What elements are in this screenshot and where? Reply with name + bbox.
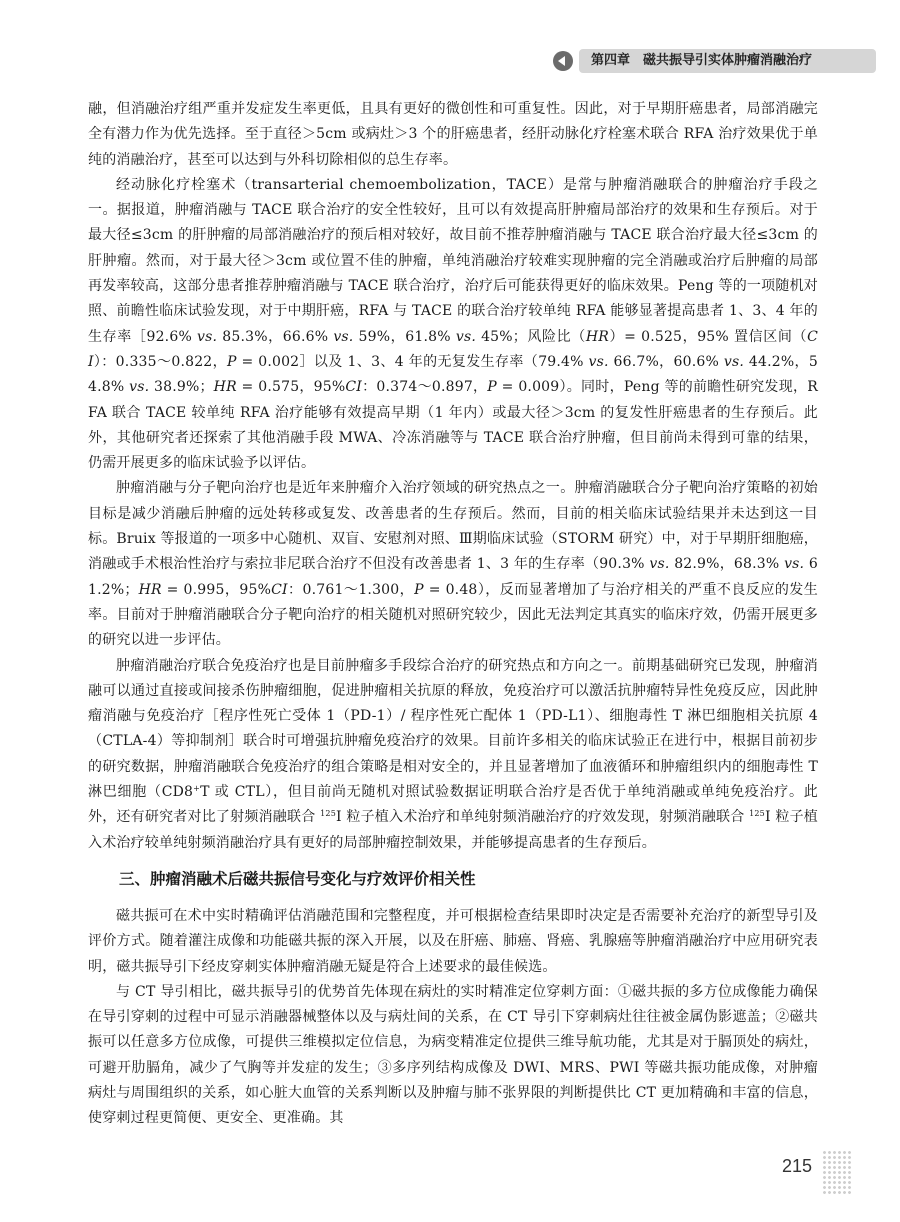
chapter-title: 第四章 磁共振导引实体肿瘤消融治疗 <box>579 49 876 73</box>
page-content <box>88 97 818 1132</box>
running-header <box>553 49 883 73</box>
paragraph: 磁共振可在术中实时精确评估消融范围和完整程度，并可根据检查结果即时决定是否需要补充治疗的新型导引及评价方式。随着灌注成像和功能磁共振的深入开展，以及在肝癌、肺癌、肾癌、乳腺癌等肿瘤消融治疗中应用研究表明，磁共振导引下经皮穿刺实体肿瘤消融无疑是符合上述要求的最佳候选。 <box>88 907 818 975</box>
paragraph: 肿瘤消融治疗联合免疫治疗也是目前肿瘤多手段综合治疗的研究热点和方向之一。前期基础研究已发现，肿瘤消融可以通过直接或间接杀伤肿瘤细胞，促进肿瘤相关抗原的释放，免疫治疗可以激活抗肿瘤特异性免疫反应，因此肿瘤消融与免疫治疗［程序性死亡受体 1（PD-1）/ 程序性死亡配体 1（PD-L1）、细胞毒性 T 淋巴细胞相关抗原 4（CTLA-4）等抑制剂］联合时可增强抗肿瘤免疫治疗的效果。目前许多相关的临床试验正在进行中，根据目前初步的研究数据，肿瘤消融联合免疫治疗的组合策略是相对安全的，并且显著增加了血液循环和肿瘤组织内的细胞毒性 T 淋巴细胞（CD8+T 或 CTL），但目前尚无随机对照试验数据证明联合治疗是否优于单纯消融或单纯免疫治疗。此外，还有研究者对比了射频消融联合 $^{125}$I 粒子植入术治疗和单纯射频消融治疗的疗效发现，射频消融联合 $^{125}$I 粒子植入术治疗较单纯射频消融治疗具有更好的局部肿瘤控制效果，并能够提高患者的生存预后。 <box>88 657 818 851</box>
page-number: 215 <box>782 1156 813 1176</box>
paragraph: 肿瘤消融与分子靶向治疗也是近年来肿瘤介入治疗领域的研究热点之一。肿瘤消融联合分子靶向治疗策略的初始目标是减少消融后肿瘤的远处转移或复发、改善患者的生存预后。然而，目前的相关临床试验结果并未达到这一目标。Bruix 等报道的一项多中心随机、双盲、安慰剂对照、Ⅲ期临床试验（STORM 研究）中，对于早期肝细胞癌，消融或手术根治性治疗与索拉非尼联合治疗不但没有改善患者 1、3 年的生存率（90.3% vs. 82.9%，68.3% vs. 61.2%；HR = 0.995，95%CI：0.761～1.300，P = 0.48），反而显著增加了与治疗相关的严重不良反应的发生率。目前对于肿瘤消融联合分子靶向治疗的相关随机对照研究较少，因此无法判定其真实的临床疗效，仍需开展更多的研究以进一步评估。 <box>88 480 819 649</box>
paragraph: 经动脉化疗栓塞术（transarterial chemoembolization，TACE）是常与肿瘤消融联合的肿瘤治疗手段之一。据报道，肿瘤消融与 TACE 联合治疗的安全性较好，且可以有效提高肝肿瘤局部治疗的效果和生存预后。对于最大径≤3cm 的肝肿瘤的局部消融治疗的预后相对较好，故目前不推荐肿瘤消融与 TACE 联合治疗最大径≤3cm 的肝肿瘤。然而，对于最大径＞3cm 或位置不佳的肿瘤，单纯消融治疗较难实现肿瘤的完全消融或治疗后肿瘤的局部再发率较高，这部分患者推荐肿瘤消融与 TACE 联合治疗，治疗后可能获得更好的临床效果。Peng 等的一项随机对照、前瞻性临床试验发现，对于中期肝癌，RFA 与 TACE 的联合治疗较单纯 RFA 能够显著提高患者 1、3、4 年的生存率［92.6% vs. 85.3%，66.6% vs. 59%，61.8% vs. 45%；风险比（HR）= 0.525，95% 置信区间（CI）：0.335～0.822，P = 0.002］以及 1、3、4 年的无复发生存率（79.4% vs. 66.7%，60.6% vs. 44.2%，54.8% vs. 38.9%；HR = 0.575，95%CI：0.374～0.897，P = 0.009）。同时，Peng 等的前瞻性研究发现，RFA 联合 TACE 较单纯 RFA 治疗能够有效提高早期（1 年内）或最大径＞3cm 的复发性肝癌患者的生存预后。此外，其他研究者还探索了其他消融手段 MWA、冷冻消融等与 TACE 联合治疗肿瘤，但目前尚未得到可靠的结果，仍需开展更多的临床试验予以评估。 <box>88 176 818 472</box>
back-arrow-icon <box>553 51 573 71</box>
decorative-dot-grid <box>822 1150 852 1196</box>
section-heading: 三、肿瘤消融术后磁共振信号变化与疗效评价相关性 <box>119 869 476 888</box>
paragraph: 与 CT 导引相比，磁共振导引的优势首先体现在病灶的实时精准定位穿刺方面：①磁共振的多方位成像能力确保在导引穿刺的过程中可显示消融器械整体以及与病灶间的关系，在 CT 导引下穿刺病灶往往被金属伪影遮盖；②磁共振可以任意多方位成像，可提供三维模拟定位信息，为病变精准定位提供三维导航功能，尤其是对于膈顶处的病灶，可避开肋膈角，减少了气胸等并发症的发生；③多序列结构成像及 DWI、MRS、PWI 等磁共振功能成像，对肿瘤病灶与周围组织的关系，如心脏大血管的关系判断以及肿瘤与肺不张界限的判断提供比 CT 更加精确和丰富的信息，使穿刺过程更简便、更安全、更准确。其 <box>88 983 818 1127</box>
paragraph: 融，但消融治疗组严重并发症发生率更低，且具有更好的微创性和可重复性。因此，对于早期肝癌患者，局部消融完全有潜力作为优先选择。至于直径＞5cm 或病灶＞3 个的肝癌患者，经肝动脉化疗栓塞术联合 RFA 治疗效果优于单纯的消融治疗，甚至可以达到与外科切除相似的总生存率。 <box>88 101 818 168</box>
